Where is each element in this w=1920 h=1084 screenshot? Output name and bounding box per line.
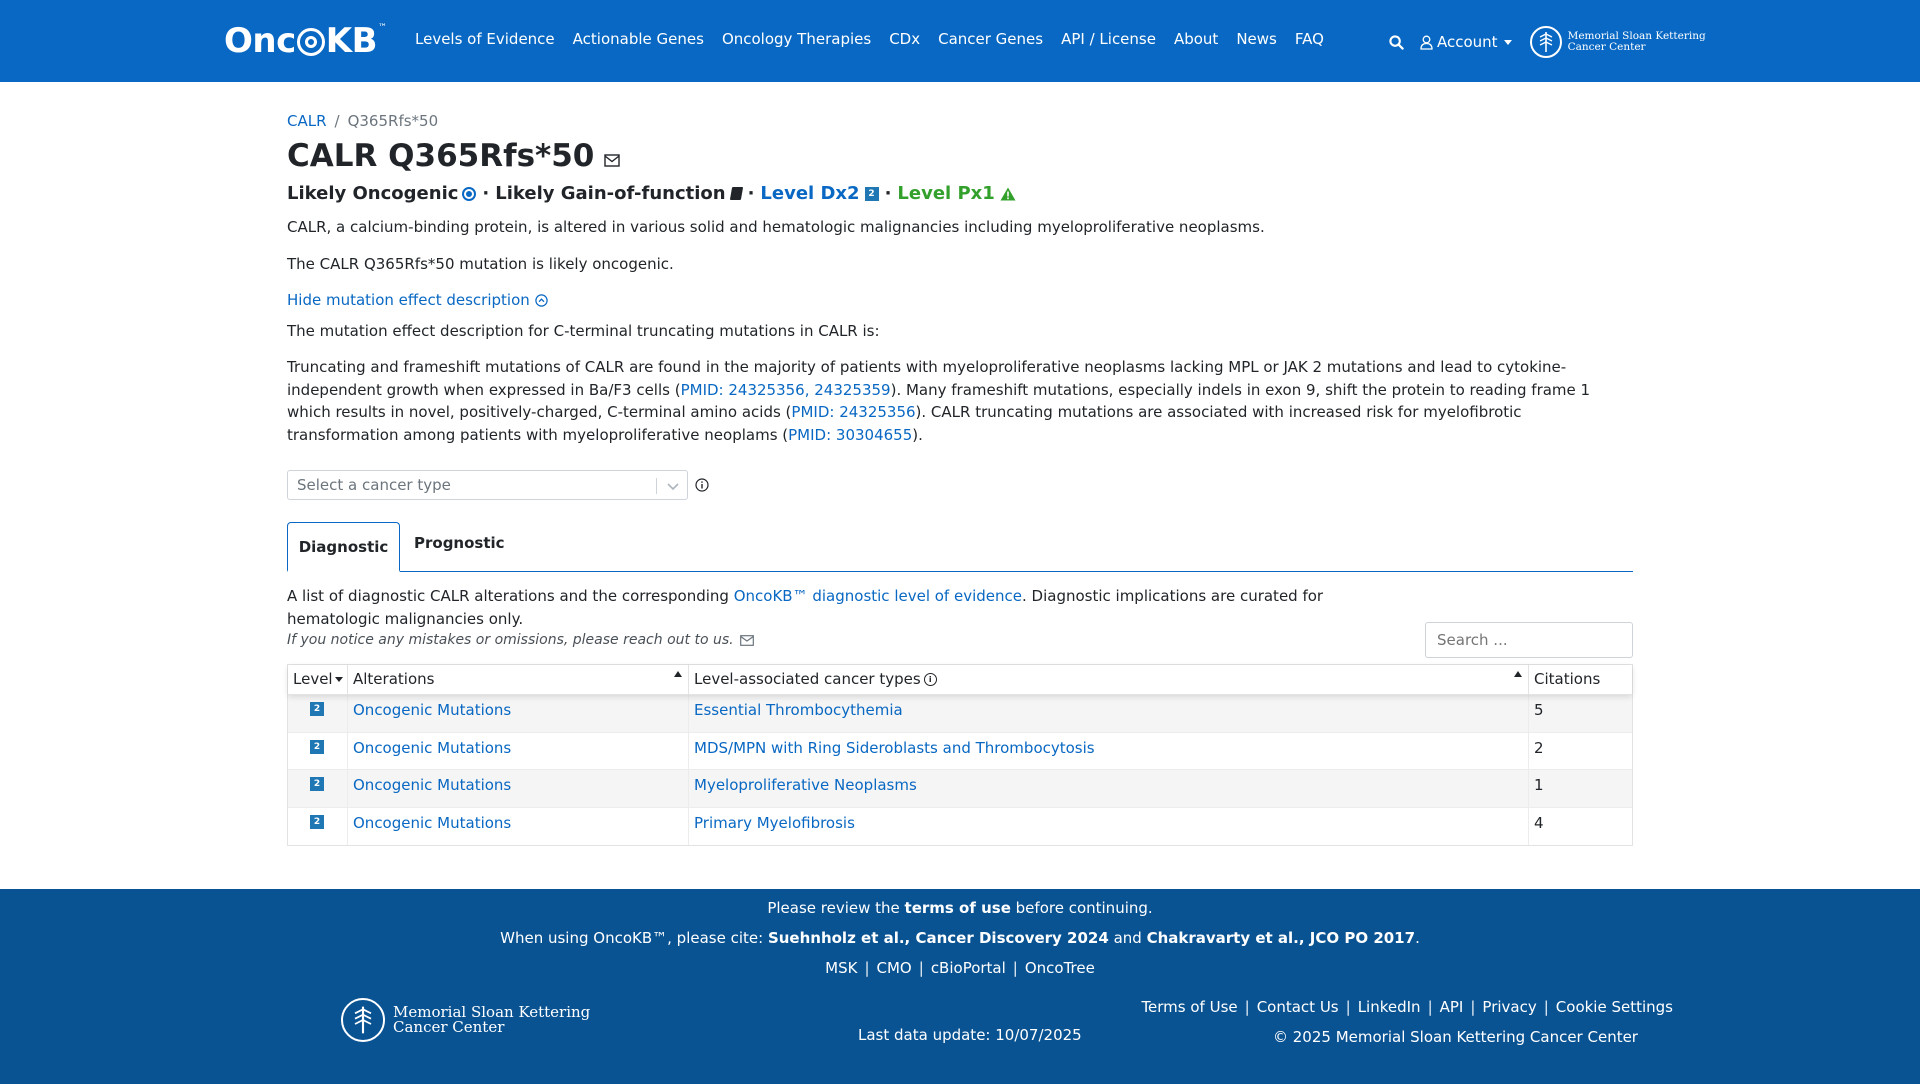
cancer-type-link[interactable]: Primary Myelofibrosis — [694, 813, 855, 832]
logo-line1: Memorial Sloan Kettering — [393, 1003, 591, 1021]
cite-text: . — [1415, 929, 1420, 947]
desc-text: A list of diagnostic CALR alterations and the corresponding — [287, 587, 734, 605]
cite-text: When using OncoKB™, please cite: — [500, 929, 768, 947]
footer-link-msk[interactable]: MSK — [825, 959, 858, 977]
tab-prognostic[interactable]: Prognostic — [414, 534, 505, 552]
mskcc-line1: Memorial Sloan Kettering — [1567, 30, 1706, 42]
target-icon — [297, 28, 325, 56]
pmid-link[interactable]: PMID: 30304655 — [788, 425, 913, 444]
column-header-citations[interactable] — [1529, 665, 1632, 695]
cancer-type-select[interactable] — [287, 470, 688, 500]
footer-link-oncotree[interactable]: OncoTree — [1024, 959, 1095, 977]
citation-notice — [0, 929, 1920, 947]
mail-icon[interactable] — [604, 154, 620, 167]
feedback-note — [287, 632, 754, 648]
account-label: Account — [1437, 33, 1498, 51]
cancer-type-link[interactable]: MDS/MPN with Ring Sideroblasts and Thrombocytosis — [694, 738, 1095, 757]
dx-level-badge: 2 — [865, 187, 879, 201]
alteration-link[interactable]: Oncogenic Mutations — [353, 813, 512, 832]
diagnostic-levels-link[interactable]: OncoKB™ diagnostic level of evidence — [733, 587, 1022, 605]
px-level-link[interactable]: Level Px1 — [897, 183, 995, 204]
toggle-label: Hide mutation effect description — [287, 291, 530, 309]
alteration-cell — [348, 733, 689, 771]
chevron-down-icon — [1504, 40, 1512, 45]
alteration-link[interactable]: Oncogenic Mutations — [353, 738, 512, 757]
table-row — [288, 733, 1632, 771]
table-header — [288, 665, 1632, 695]
nav-link-api-license[interactable]: API / License — [1061, 30, 1156, 48]
link-separator: | — [1543, 998, 1549, 1016]
column-label: Level-associated cancer types — [694, 670, 921, 688]
nav-link-actionable-genes[interactable]: Actionable Genes — [572, 30, 704, 48]
hide-mutation-effect-toggle[interactable] — [287, 291, 548, 309]
table-search-input[interactable] — [1425, 622, 1633, 658]
level-cell — [288, 808, 348, 846]
link-separator: | — [864, 959, 870, 977]
desc-text: . Diagnostic implications are curated for hematologic malignancies only. — [287, 587, 1324, 628]
cancer-type-link[interactable]: Myeloproliferative Neoplasms — [694, 776, 917, 794]
terms-text: Please review the — [767, 899, 905, 917]
warning-icon — [1000, 187, 1016, 201]
effect-text: ). Many frameshift mutations, especially indels in exon 9, shift the protein to reading frame 1 which results in novel, positively-charged, C-terminal amino acids ( — [287, 380, 1591, 421]
footer-policy-links — [1141, 998, 1673, 1016]
feedback-note-text: If you notice any mistakes or omissions, please reach out to us. — [287, 632, 734, 648]
terms-link[interactable]: terms of use — [904, 899, 1011, 917]
oncogenic-icon — [462, 187, 476, 201]
footer — [0, 889, 1920, 1084]
gene-summary: CALR, a calcium-binding protein, is altered in various solid and hematologic malignancies including myeloproliferative neoplasms. — [287, 218, 1265, 236]
variant-summary: The CALR Q365Rfs*50 mutation is likely oncogenic. — [287, 255, 674, 273]
footer-link-linkedin[interactable]: LinkedIn — [1357, 998, 1421, 1016]
breadcrumb-current: Q365Rfs*50 — [347, 112, 439, 130]
chevron-up-circle-icon — [535, 294, 548, 307]
level-badge[interactable]: 2 — [310, 702, 324, 716]
cancer-type-cell — [689, 733, 1529, 771]
chevron-down-icon[interactable] — [664, 477, 682, 495]
alteration-link[interactable]: Oncogenic Mutations — [353, 701, 512, 719]
mutation-effect-label: Likely Gain-of-function — [495, 183, 726, 204]
mail-icon[interactable] — [740, 635, 754, 646]
level-cell — [288, 770, 348, 808]
diagnostic-table — [287, 664, 1633, 846]
book-icon — [729, 187, 742, 200]
level-cell — [288, 695, 348, 733]
breadcrumb-separator: / — [334, 112, 340, 130]
mskcc-logo[interactable] — [1530, 26, 1706, 58]
link-separator: | — [1244, 998, 1250, 1016]
mskcc-logo-icon — [1530, 26, 1562, 58]
user-icon — [1420, 35, 1433, 50]
info-icon[interactable]: i — [924, 673, 937, 686]
mskcc-line2: Cancer Center — [1567, 41, 1646, 53]
column-header-alterations[interactable] — [348, 665, 689, 695]
oncogenicity-label: Likely Oncogenic — [287, 183, 459, 204]
alteration-cell — [348, 770, 689, 808]
table-row — [288, 695, 1632, 733]
nav-link-oncology-therapies[interactable]: Oncology Therapies — [721, 30, 872, 48]
table-row — [288, 808, 1632, 846]
column-header-level[interactable] — [288, 665, 348, 695]
search-icon[interactable] — [1386, 35, 1406, 50]
separator-dot: · — [482, 183, 490, 204]
citation-link[interactable]: Chakravarty et al., JCO PO 2017 — [1146, 929, 1416, 947]
nav-link-cancer-genes[interactable]: Cancer Genes — [938, 30, 1044, 48]
footer-mskcc-logo[interactable] — [341, 998, 590, 1042]
nav-link-cdx[interactable]: CDx — [889, 30, 921, 48]
cancer-type-link[interactable]: Essential Thrombocythemia — [694, 701, 903, 719]
nav-link-faq[interactable]: FAQ — [1294, 30, 1324, 48]
info-icon[interactable] — [695, 478, 709, 492]
level-badge[interactable]: 2 — [310, 740, 324, 754]
citations-cell[interactable]: 2 — [1534, 738, 1544, 757]
sort-icon — [335, 677, 343, 682]
footer-link-cookie-settings[interactable]: Cookie Settings — [1555, 998, 1673, 1016]
alteration-cell — [348, 808, 689, 846]
column-header-cancer-types[interactable] — [689, 665, 1529, 695]
logo-text: KB — [325, 21, 378, 61]
diagnostic-description — [287, 585, 1347, 630]
nav-link-levels[interactable]: Levels of Evidence — [415, 30, 555, 48]
logo-tm: ™ — [378, 23, 387, 33]
citation-link[interactable]: Suehnholz et al., Cancer Discovery 2024 — [767, 929, 1109, 947]
footer-link-api[interactable]: API — [1439, 998, 1464, 1016]
link-separator: | — [1012, 959, 1018, 977]
nav-link-news[interactable]: News — [1236, 30, 1277, 48]
breadcrumb-gene-link[interactable]: CALR — [287, 112, 327, 130]
column-label: Citations — [1534, 670, 1601, 688]
citations-cell[interactable]: 5 — [1534, 701, 1544, 719]
alteration-cell — [348, 695, 689, 733]
separator-dot: · — [884, 183, 892, 204]
pmid-link[interactable]: PMID: 24325356, 24325359 — [680, 380, 891, 399]
page-title-row — [287, 138, 620, 174]
alteration-link[interactable]: Oncogenic Mutations — [353, 776, 512, 794]
level-cell — [288, 733, 348, 771]
footer-link-cmo[interactable]: CMO — [876, 959, 912, 977]
breadcrumb — [287, 112, 438, 130]
link-separator: | — [1427, 998, 1433, 1016]
mskcc-text — [1568, 31, 1706, 53]
top-navbar — [0, 0, 1920, 82]
nav-links — [415, 30, 1342, 48]
link-separator: | — [918, 959, 924, 977]
terms-notice — [0, 899, 1920, 917]
copyright: © 2025 Memorial Sloan Kettering Cancer Center — [1273, 1028, 1638, 1046]
footer-link-contact[interactable]: Contact Us — [1256, 998, 1339, 1016]
footer-link-cbioportal[interactable]: cBioPortal — [930, 959, 1006, 977]
logo-text: Onc — [224, 21, 296, 61]
nav-link-about[interactable]: About — [1173, 30, 1219, 48]
mutation-effect-intro: The mutation effect description for C-terminal truncating mutations in CALR is: — [287, 322, 880, 340]
mutation-effect-description — [287, 356, 1633, 446]
mskcc-logo-icon — [341, 998, 385, 1042]
oncokb-logo[interactable] — [224, 22, 387, 60]
citations-cell[interactable]: 1 — [1534, 776, 1544, 794]
cite-text: and — [1108, 929, 1147, 947]
column-label: Alterations — [353, 670, 435, 688]
level-badge[interactable]: 2 — [310, 815, 324, 829]
effect-text: ). — [912, 425, 923, 444]
cancer-type-cell — [689, 770, 1529, 808]
tab-bar — [287, 522, 1633, 572]
last-data-update: Last data update: 10/07/2025 — [858, 1026, 1082, 1044]
select-placeholder: Select a cancer type — [297, 476, 451, 494]
account-dropdown[interactable] — [1420, 33, 1512, 51]
link-separator: | — [1345, 998, 1351, 1016]
footer-link-privacy[interactable]: Privacy — [1482, 998, 1537, 1016]
footer-logo-text — [393, 1005, 590, 1035]
table-row — [288, 770, 1632, 808]
cancer-type-cell — [689, 808, 1529, 846]
sort-icon — [674, 671, 682, 677]
sort-icon — [1514, 671, 1522, 677]
cancer-type-cell — [689, 695, 1529, 733]
effect-text: ). CALR truncating mutations are associated with increased risk for myelofibrotic transformation among patients with myeloproliferative neoplams ( — [287, 403, 1522, 444]
external-links — [0, 959, 1920, 977]
footer-link-terms[interactable]: Terms of Use — [1141, 998, 1238, 1016]
terms-text: before continuing. — [1010, 899, 1153, 917]
level-badge[interactable]: 2 — [310, 777, 324, 791]
effect-text: Truncating and frameshift mutations of CALR are found in the majority of patients with myeloproliferative neoplasms lacking MPL or JAK 2 mutations and lead to cytokine-independent growth when expressed in Ba/F3 cells ( — [287, 358, 1567, 399]
pmid-link[interactable]: PMID: 24325356 — [791, 403, 916, 421]
separator-dot: · — [747, 183, 755, 204]
dx-level-link[interactable]: Level Dx2 — [760, 183, 860, 204]
nav-right — [1386, 22, 1706, 62]
logo-line2: Cancer Center — [393, 1018, 505, 1036]
citations-cell[interactable]: 4 — [1534, 813, 1544, 832]
select-divider — [656, 478, 657, 494]
variant-annotation-row — [287, 183, 1016, 204]
tab-diagnostic[interactable]: Diagnostic — [287, 522, 400, 572]
link-separator: | — [1470, 998, 1476, 1016]
column-label: Level — [293, 670, 333, 688]
page-title: CALR Q365Rfs*50 — [287, 138, 595, 174]
